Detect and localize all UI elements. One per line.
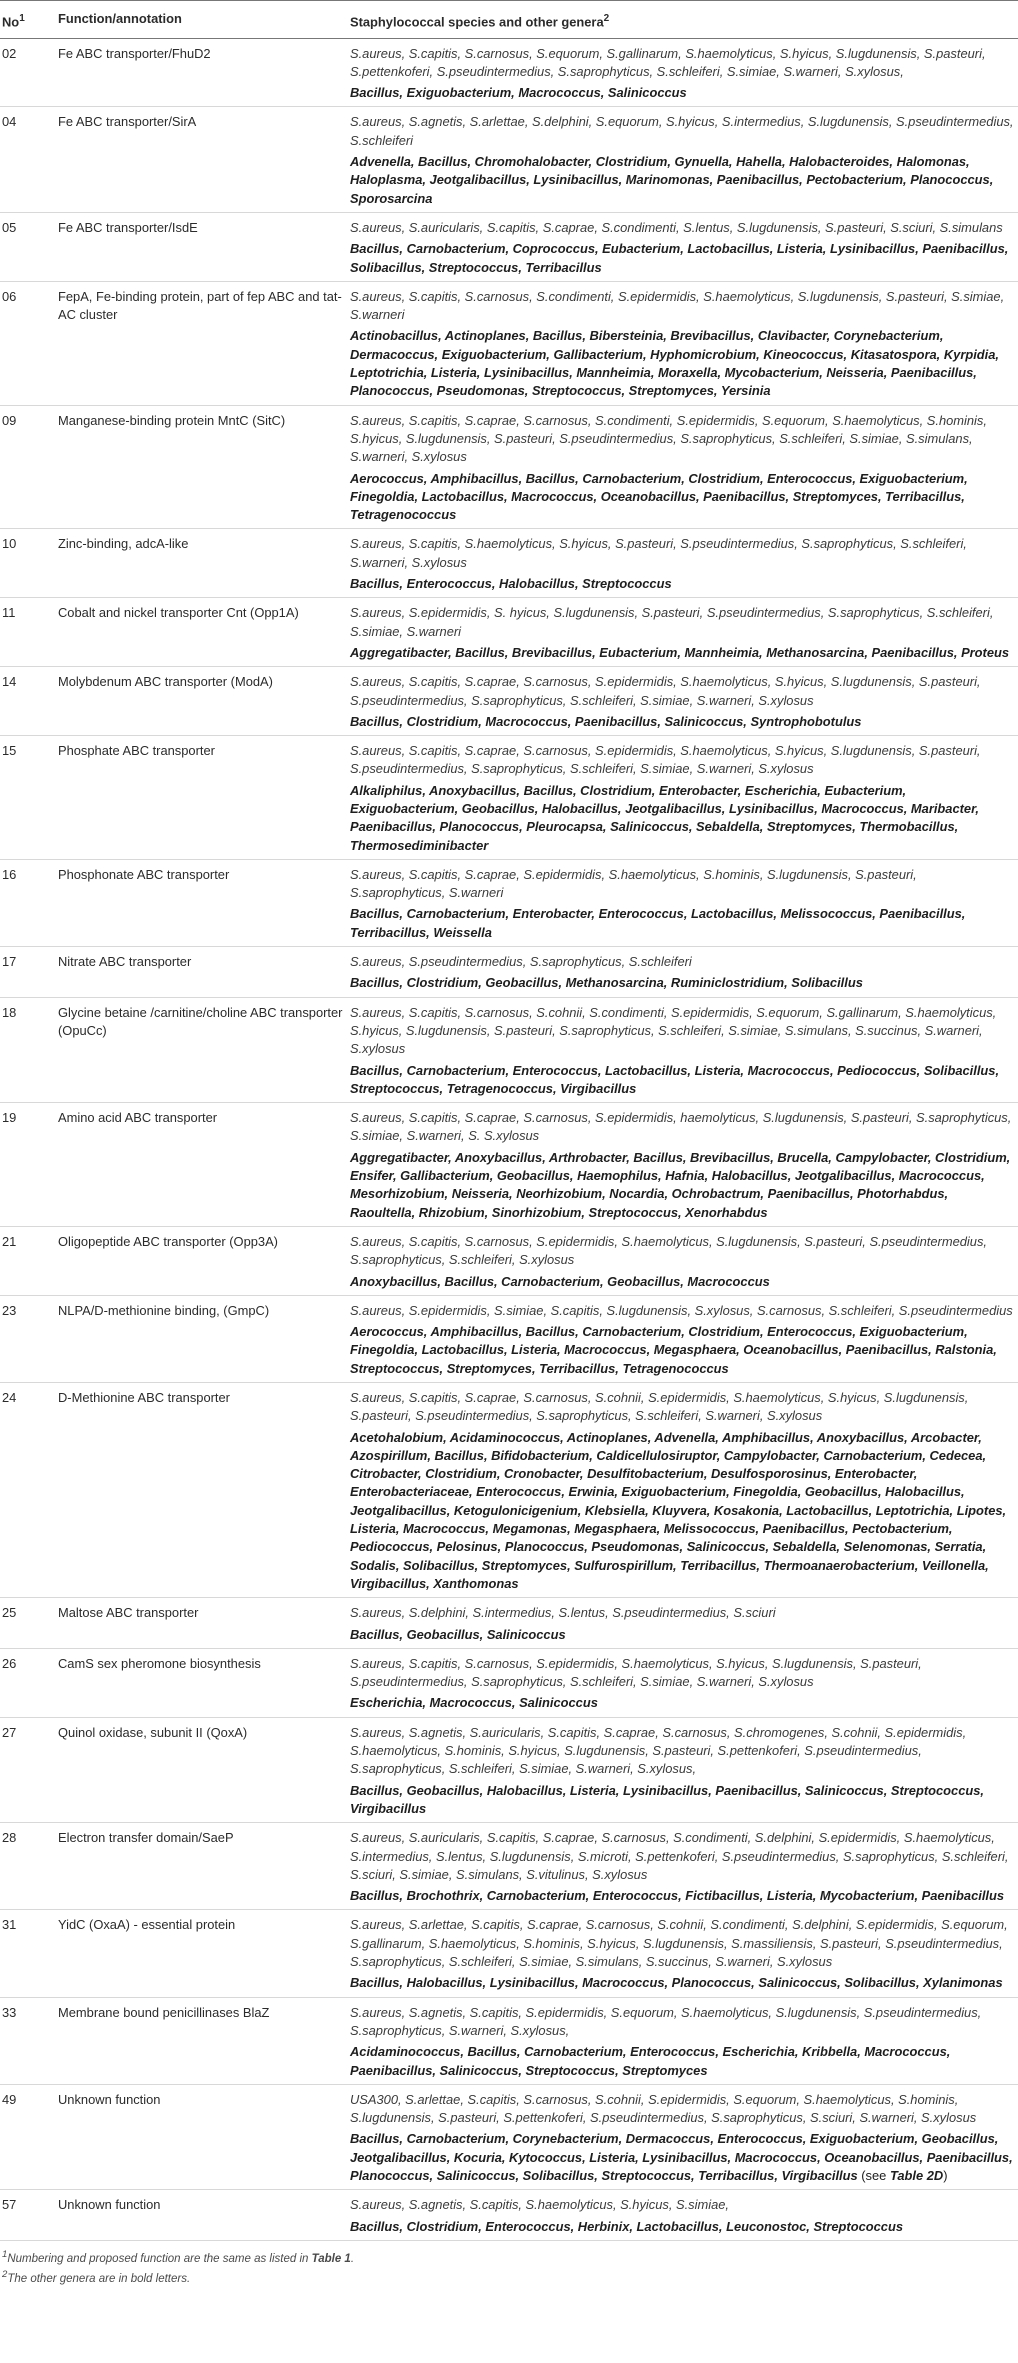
species-cell [348, 1648, 1018, 1717]
staphylococcal-species: S.aureus, S.pseudintermedius, S.saprophyticus, S.schleiferi [350, 954, 692, 970]
other-genera-list: Bacillus, Clostridium, Geobacillus, Methanosarcina, Ruminiclostridium, Solibacillus [350, 975, 863, 991]
header-species-sup: 2 [603, 13, 610, 24]
other-genera-list: Bacillus, Carnobacterium, Corynebacterium, Dermacoccus, Enterococcus, Exiguobacterium, Geobacillus, Jeotgalibacillus, Kocuria, Kytococcus, Listeria, Lysinibacillus, Macrococcus, Oceanobacillus, Paenibacillus, Planococcus, Salinicoccus, Solibacillus, Streptococcus, Terribacillus, Virgibacillus [350, 2131, 1013, 2183]
header-species [348, 1, 1018, 39]
other-genera [350, 1429, 1014, 1594]
footnote-2 [2, 2267, 1018, 2287]
species-cell [348, 281, 1018, 405]
row-number: 31 [0, 1910, 56, 1997]
other-genera-list: Bacillus, Geobacillus, Halobacillus, Listeria, Lysinibacillus, Paenibacillus, Salinicoccus, Streptococcus, Virgibacillus [350, 1782, 985, 1816]
genera-note-post: ) [943, 2167, 948, 2183]
other-genera-list: Bacillus, Halobacillus, Lysinibacillus, Macrococcus, Planococcus, Salinicoccus, Solibacillus, Xylanimonas [350, 1975, 1003, 1991]
other-genera [350, 470, 1014, 525]
other-genera-list: Bacillus, Clostridium, Enterococcus, Herbinix, Lactobacillus, Leuconostoc, Streptococcus [350, 2218, 903, 2234]
function-annotation: Membrane bound penicillinases BlaZ [56, 1997, 348, 2084]
other-genera-list: Acidaminococcus, Bacillus, Carnobacterium, Enterococcus, Escherichia, Kribbella, Macrococcus, Paenibacillus, Salinicoccus, Streptococcus, Streptomyces [350, 2044, 951, 2078]
staphylococcal-species: S.aureus, S.capitis, S.carnosus, S.epidermidis, S.haemolyticus, S.lugdunensis, S.pasteuri, S.pseudintermedius, S.saprophyticus, S.schleiferi, S.xylosus [350, 1233, 987, 1268]
species-cell [348, 212, 1018, 281]
staphylococcal-species: S.aureus, S.capitis, S.caprae, S.epidermidis, S.haemolyticus, S.hominis, S.lugdunensis, S.pasteuri, S.saprophyticus, S.warneri [350, 866, 917, 901]
other-genera [350, 327, 1014, 400]
species-cell [348, 107, 1018, 212]
other-genera-list: Anoxybacillus, Bacillus, Carnobacterium, Geobacillus, Macrococcus [350, 1273, 770, 1289]
other-genera-list: Bacillus, Exiguobacterium, Macrococcus, Salinicoccus [350, 85, 687, 101]
table-row [0, 997, 1018, 1102]
other-genera-list: Bacillus, Brochothrix, Carnobacterium, Enterococcus, Fictibacillus, Listeria, Mycobacterium, Paenibacillus [350, 1888, 1005, 1904]
row-number: 15 [0, 736, 56, 860]
staphylococcal-species: S.aureus, S.capitis, S.carnosus, S.condimenti, S.epidermidis, S.haemolyticus, S.lugdunensis, S.pasteuri, S.simiae, S.warneri [350, 288, 1005, 323]
species-cell [348, 859, 1018, 946]
species-cell [348, 1295, 1018, 1382]
species-cell [348, 667, 1018, 736]
other-genera [350, 713, 1014, 731]
species-cell [348, 529, 1018, 598]
table-row [0, 859, 1018, 946]
other-genera [350, 905, 1014, 942]
function-annotation: Manganese-binding protein MntC (SitC) [56, 405, 348, 529]
other-genera-list: Aggregatibacter, Anoxybacillus, Arthrobacter, Bacillus, Brevibacillus, Brucella, Campylobacter, Clostridium, Ensifer, Gallibacterium, Geobacillus, Haemophilus, Hafnia, Halobacillus, Jeotgalibacillus, Macrococcus, Mesorhizobium, Neisseria, Neorhizobium, Nocardia, Ochrobactrum, Paenibacillus, Photorhabdus, Raoultella, Rhizobium, Sinorhizobium, Streptococcus, Xenorhabdus [350, 1149, 1011, 1220]
table-row [0, 667, 1018, 736]
species-cell [348, 1717, 1018, 1822]
staphylococcal-species: S.aureus, S.epidermidis, S. hyicus, S.lugdunensis, S.pasteuri, S.pseudintermedius, S.saprophyticus, S.schleiferi, S.simiae, S.warneri [350, 605, 994, 639]
function-annotation: CamS sex pheromone biosynthesis [56, 1648, 348, 1717]
other-genera-list: Bacillus, Enterococcus, Halobacillus, Streptococcus [350, 576, 672, 592]
genera-note-table-link[interactable]: Table 2D [889, 2167, 944, 2183]
table-row [0, 281, 1018, 405]
table-row [0, 1103, 1018, 1227]
table-footnotes [0, 2247, 1018, 2287]
other-genera [350, 84, 1014, 102]
header-no [0, 1, 56, 39]
table-row [0, 2190, 1018, 2241]
row-number: 24 [0, 1383, 56, 1598]
table-row [0, 1383, 1018, 1598]
staphylococcal-species: S.aureus, S.capitis, S.caprae, S.carnosus, S.epidermidis, S.haemolyticus, S.hyicus, S.lugdunensis, S.pasteuri, S.pseudintermedius, S.saprophyticus, S.schleiferi, S.simiae, S.warneri, S.xylosus [350, 743, 981, 777]
species-cell [348, 1383, 1018, 1598]
function-annotation: Phosphonate ABC transporter [56, 859, 348, 946]
footnote-1 [2, 2247, 1018, 2267]
row-number: 16 [0, 859, 56, 946]
row-number: 57 [0, 2190, 56, 2241]
other-genera [350, 974, 1014, 992]
function-annotation: Amino acid ABC transporter [56, 1103, 348, 1227]
other-genera [350, 1062, 1014, 1099]
function-annotation: Fe ABC transporter/FhuD2 [56, 38, 348, 107]
species-cell [348, 1226, 1018, 1295]
staphylococcal-species: S.aureus, S.capitis, S.carnosus, S.epidermidis, S.haemolyticus, S.hyicus, S.lugdunensis, S.pasteuri, S.pseudintermedius, S.saprophyticus, S.schleiferi, S.simiae, S.warneri, S.xylosus [350, 1655, 922, 1690]
species-cell [348, 38, 1018, 107]
row-number: 26 [0, 1648, 56, 1717]
function-annotation: D-Methionine ABC transporter [56, 1383, 348, 1598]
species-cell [348, 405, 1018, 529]
other-genera-list: Bacillus, Carnobacterium, Enterococcus, Lactobacillus, Listeria, Macrococcus, Pediococcus, Solibacillus, Streptococcus, Tetragenococcus, Virgibacillus [350, 1062, 1000, 1096]
staphylococcal-species: S.aureus, S.capitis, S.caprae, S.carnosus, S.epidermidis, haemolyticus, S.lugdunensis, S.pasteuri, S.saprophyticus, S.simiae, S.warneri, S. S.xylosus [350, 1110, 1012, 1144]
other-genera-list: Aerococcus, Amphibacillus, Bacillus, Carnobacterium, Clostridium, Enterococcus, Exiguobacterium, Finegoldia, Lactobacillus, Listeria, Macrococcus, Megasphaera, Oceanobacillus, Paenibacillus, Ralstonia, Streptococcus, Streptomyces, Terribacillus, Tetragenococcus [350, 1324, 997, 1376]
table-row [0, 405, 1018, 529]
staphylococcal-species: USA300, S.arlettae, S.capitis, S.carnosus, S.cohnii, S.epidermidis, S.equorum, S.haemolyticus, S.hominis, S.lugdunensis, S.pasteuri, S.pettenkoferi, S.pseudintermedius, S.saprophyticus, S.sciuri, S.warneri, S.xylosus [350, 2091, 977, 2126]
species-cell [348, 997, 1018, 1102]
table-row [0, 598, 1018, 667]
species-cell [348, 1910, 1018, 1997]
table-row [0, 1823, 1018, 1910]
table-row [0, 1648, 1018, 1717]
row-number: 49 [0, 2084, 56, 2189]
other-genera [350, 1782, 1014, 1819]
species-cell [348, 598, 1018, 667]
row-number: 27 [0, 1717, 56, 1822]
function-annotation: NLPA/D-methionine binding, (GmpC) [56, 1295, 348, 1382]
other-genera [350, 2218, 1014, 2236]
table-row [0, 736, 1018, 860]
species-cell [348, 736, 1018, 860]
species-cell [348, 2190, 1018, 2241]
other-genera-list: Bacillus, Clostridium, Macrococcus, Paenibacillus, Salinicoccus, Syntrophobotulus [350, 713, 862, 729]
row-number: 21 [0, 1226, 56, 1295]
staphylococcal-species: S.aureus, S.agnetis, S.capitis, S.haemolyticus, S.hyicus, S.simiae, [350, 2197, 730, 2213]
staphylococcal-species: S.aureus, S.arlettae, S.capitis, S.caprae, S.carnosus, S.cohnii, S.condimenti, S.delphini, S.epidermidis, S.equorum, S.gallinarum, S.haemolyticus, S.hominis, S.hyicus, S.lugdunensis, S.massiliensis, S.pasteuri, S.pseudintermedius, S.saprophyticus, S.schleiferi, S.simiae, S.simulans, S.succinus, S.warneri, S.xylosus [350, 1917, 1008, 1970]
header-species-label: Staphylococcal species and other genera [350, 14, 604, 30]
header-function-label: Function/annotation [58, 11, 182, 26]
table-row [0, 529, 1018, 598]
table-row [0, 38, 1018, 107]
species-cell [348, 947, 1018, 998]
function-annotation: Quinol oxidase, subunit II (QoxA) [56, 1717, 348, 1822]
other-genera [350, 1887, 1014, 1905]
staphylococcal-species: S.aureus, S.capitis, S.carnosus, S.equorum, S.gallinarum, S.haemolyticus, S.hyicus, S.lugdunensis, S.pasteuri, S.pettenkoferi, S.pseudintermedius, S.saprophyticus, S.schleiferi, S.simiae, S.warneri, S.xylosus, [350, 45, 986, 79]
other-genera-list: Bacillus, Carnobacterium, Coprococcus, Eubacterium, Lactobacillus, Listeria, Lysinibacillus, Paenibacillus, Solibacillus, Streptococcus, Terribacillus [350, 241, 1009, 275]
other-genera [350, 153, 1014, 208]
table-row [0, 212, 1018, 281]
row-number: 09 [0, 405, 56, 529]
function-annotation: Molybdenum ABC transporter (ModA) [56, 667, 348, 736]
row-number: 10 [0, 529, 56, 598]
other-genera [350, 1626, 1014, 1644]
other-genera [350, 1974, 1014, 1992]
staphylococcal-species: S.aureus, S.agnetis, S.auricularis, S.capitis, S.caprae, S.carnosus, S.chromogenes, S.cohnii, S.epidermidis, S.haemolyticus, S.hominis, S.hyicus, S.lugdunensis, S.pasteuri, S.pettenkoferi, S.pseudintermedius, S.saprophyticus, S.schleiferi, S.simiae, S.warneri, S.xylosus, [350, 1724, 967, 1777]
function-annotation: Electron transfer domain/SaeP [56, 1823, 348, 1910]
species-cell [348, 1598, 1018, 1649]
other-genera-list: Actinobacillus, Actinoplanes, Bacillus, Bibersteinia, Brevibacillus, Clavibacter, Corynebacterium, Dermacoccus, Exiguobacterium, Gallibacterium, Hyphomicrobium, Kineococcus, Kitasatospora, Kyrpidia, Leptotrichia, Listeria, Lysinibacillus, Mannheimia, Moraxella, Mycobacterium, Neisseria, Paenibacillus, Planococcus, Pseudomonas, Streptococcus, Streptomyces, Yersinia [350, 328, 1000, 399]
staphylococcal-species: S.aureus, S.agnetis, S.capitis, S.epidermidis, S.equorum, S.haemolyticus, S.lugdunensis, S.pseudintermedius, S.saprophyticus, S.warneri, S.xylosus, [350, 2004, 982, 2038]
staphylococcal-species: S.aureus, S.epidermidis, S.simiae, S.capitis, S.lugdunensis, S.xylosus, S.carnosus, S.schleiferi, S.pseudintermedius [350, 1302, 1013, 1318]
footnote-1-table-link[interactable]: Table 1 [311, 2252, 351, 2265]
function-annotation: FepA, Fe-binding protein, part of fep ABC and tat-AC cluster [56, 281, 348, 405]
header-row [0, 1, 1018, 39]
other-genera [350, 644, 1014, 662]
other-genera [350, 1273, 1014, 1291]
table-row [0, 1910, 1018, 1997]
function-annotation: Cobalt and nickel transporter Cnt (Opp1A) [56, 598, 348, 667]
footnote-1-end: . [350, 2252, 355, 2265]
other-genera-list: Alkaliphilus, Anoxybacillus, Bacillus, Clostridium, Enterobacter, Escherichia, Eubacterium, Exiguobacterium, Geobacillus, Halobacillus, Jeotgalibacillus, Lysinibacillus, Macrococcus, Maribacter, Paenibacillus, Planococcus, Pleurocapsa, Salinicoccus, Sebaldella, Streptomyces, Thermobacillus, Thermosediminibacter [350, 782, 979, 853]
other-genera [350, 2043, 1014, 2080]
table-row [0, 2084, 1018, 2189]
table-row [0, 1226, 1018, 1295]
function-annotation: Unknown function [56, 2084, 348, 2189]
other-genera-list: Advenella, Bacillus, Chromohalobacter, Clostridium, Gynuella, Hahella, Halobacteroides, Halomonas, Haloplasma, Jeotgalibacillus, Lysinibacillus, Marinomonas, Paenibacillus, Pectobacterium, Planococcus, Sporosarcina [350, 154, 994, 206]
other-genera-list: Bacillus, Geobacillus, Salinicoccus [350, 1626, 566, 1642]
function-annotation: Phosphate ABC transporter [56, 736, 348, 860]
other-genera-list: Bacillus, Carnobacterium, Enterobacter, Enterococcus, Lactobacillus, Melissococcus, Paenibacillus, Terribacillus, Weissella [350, 906, 966, 940]
footnote-1-sup: 1 [2, 2248, 8, 2260]
header-no-label: No [2, 14, 20, 30]
function-annotation: Zinc-binding, adcA-like [56, 529, 348, 598]
row-number: 33 [0, 1997, 56, 2084]
staphylococcal-species: S.aureus, S.capitis, S.haemolyticus, S.hyicus, S.pasteuri, S.pseudintermedius, S.saprophyticus, S.schleiferi, S.warneri, S.xylosus [350, 536, 967, 570]
function-annotation: Maltose ABC transporter [56, 1598, 348, 1649]
footnote-1-text: Numbering and proposed function are the same as listed in [7, 2252, 312, 2265]
function-annotation: Oligopeptide ABC transporter (Opp3A) [56, 1226, 348, 1295]
staphylococcal-species: S.aureus, S.auricularis, S.capitis, S.caprae, S.carnosus, S.condimenti, S.delphini, S.epidermidis, S.haemolyticus, S.intermedius, S.lentus, S.lugdunensis, S.microti, S.pettenkoferi, S.pseudintermedius, S.saprophyticus, S.schleiferi, S.sciuri, S.simiae, S.simulans, S.vitulinus, S.xylosus [350, 1830, 1009, 1882]
species-cell [348, 1997, 1018, 2084]
other-genera [350, 1323, 1014, 1378]
function-annotation: Fe ABC transporter/IsdE [56, 212, 348, 281]
other-genera [350, 1694, 1014, 1712]
species-cell [348, 2084, 1018, 2189]
staphylococcal-species: S.aureus, S.agnetis, S.arlettae, S.delphini, S.equorum, S.hyicus, S.intermedius, S.lugdunensis, S.pseudintermedius, S.schleiferi [350, 114, 1014, 148]
header-function [56, 1, 348, 39]
row-number: 25 [0, 1598, 56, 1649]
function-annotation: Unknown function [56, 2190, 348, 2241]
row-number: 06 [0, 281, 56, 405]
row-number: 14 [0, 667, 56, 736]
other-genera [350, 782, 1014, 855]
row-number: 17 [0, 947, 56, 998]
staphylococcal-species: S.aureus, S.capitis, S.caprae, S.carnosus, S.cohnii, S.epidermidis, S.haemolyticus, S.hyicus, S.lugdunensis, S.pasteuri, S.pseudintermedius, S.saprophyticus, S.schleiferi, S.warneri, S.xylosus [350, 1390, 969, 1424]
table-row [0, 1997, 1018, 2084]
row-number: 04 [0, 107, 56, 212]
table-row [0, 1295, 1018, 1382]
staphylococcal-species: S.aureus, S.auricularis, S.capitis, S.caprae, S.condimenti, S.lentus, S.lugdunensis, S.pasteuri, S.sciuri, S.simulans [350, 219, 1003, 235]
genera-note-pre: (see [857, 2167, 890, 2183]
species-cell [348, 1823, 1018, 1910]
staphylococcal-species: S.aureus, S.capitis, S.carnosus, S.cohnii, S.condimenti, S.epidermidis, S.equorum, S.gallinarum, S.haemolyticus, S.hyicus, S.lugdunensis, S.pasteuri, S.saprophyticus, S.schleiferi, S.simiae, S.simulans, S.succinus, S.warneri, S.xylosus [350, 1004, 997, 1057]
function-annotation: Fe ABC transporter/SirA [56, 107, 348, 212]
row-number: 23 [0, 1295, 56, 1382]
header-no-sup: 1 [19, 13, 25, 24]
footnote-2-sup: 2 [2, 2268, 8, 2280]
other-genera-list: Aggregatibacter, Bacillus, Brevibacillus, Eubacterium, Mannheimia, Methanosarcina, Paenibacillus, Proteus [350, 644, 1010, 660]
row-number: 11 [0, 598, 56, 667]
other-genera-list: Acetohalobium, Acidaminococcus, Actinoplanes, Advenella, Amphibacillus, Anoxybacillus, Arcobacter, Azospirillum, Bacillus, Bifidobacterium, Caldicellulosiruptor, Campylobacter, Carnobacterium, Cedecea, Citrobacter, Clostridium, Cronobacter, Desulfitobacterium, Desulfosporosinus, Enterobacter, Enterobacteriaceae, Enterococcus, Erwinia, Exiguobacterium, Finegoldia, Geobacillus, Halobacillus, Jeotgalibacillus, Ketogulonicigenium, Klebsiella, Kluyvera, Kosakonia, Lactobacillus, Leptotrichia, Lipotes, Listeria, Macrococcus, Megamonas, Megasphaera, Melissococcus, Paenibacillus, Pectobacterium, Pediococcus, Pelosinus, Planococcus, Pseudomonas, Salinicoccus, Sebaldella, Selenomonas, Serratia, Sodalis, Solibacillus, Streptomyces, Sulfurospirillum, Terribacillus, Thermoanaerobacterium, Veillonella, Virgibacillus, Xanthomonas [350, 1429, 1007, 1591]
table-header [0, 1, 1018, 39]
function-annotation: Glycine betaine /carnitine/choline ABC transporter (OpuCc) [56, 997, 348, 1102]
staphylococcal-species: S.aureus, S.capitis, S.caprae, S.carnosus, S.epidermidis, S.haemolyticus, S.hyicus, S.lugdunensis, S.pasteuri, S.pseudintermedius, S.saprophyticus, S.schleiferi, S.simiae, S.warneri, S.xylosus [350, 674, 981, 708]
species-cell [348, 1103, 1018, 1227]
row-number: 02 [0, 38, 56, 107]
staphylococcal-species: S.aureus, S.delphini, S.intermedius, S.lentus, S.pseudintermedius, S.sciuri [350, 1605, 776, 1621]
table-row [0, 1598, 1018, 1649]
row-number: 18 [0, 997, 56, 1102]
table-row [0, 947, 1018, 998]
footnote-2-text: The other genera are in bold letters. [7, 2272, 191, 2285]
other-genera [350, 1149, 1014, 1222]
table-row [0, 107, 1018, 212]
staphylococcal-species: S.aureus, S.capitis, S.caprae, S.carnosus, S.condimenti, S.epidermidis, S.equorum, S.haemolyticus, S.hominis, S.hyicus, S.lugdunensis, S.pasteuri, S.pseudintermedius, S.saprophyticus, S.schleiferi, S.simiae, S.simulans, S.warneri, S.xylosus [350, 412, 987, 465]
function-annotation: Nitrate ABC transporter [56, 947, 348, 998]
row-number: 05 [0, 212, 56, 281]
other-genera-list: Aerococcus, Amphibacillus, Bacillus, Carnobacterium, Clostridium, Enterococcus, Exiguobacterium, Finegoldia, Lactobacillus, Macrococcus, Oceanobacillus, Paenibacillus, Streptomyces, Terribacillus, Tetragenococcus [350, 470, 968, 523]
function-annotation: YidC (OxaA) - essential protein [56, 1910, 348, 1997]
table-row [0, 1717, 1018, 1822]
row-number: 19 [0, 1103, 56, 1227]
other-genera [350, 2130, 1014, 2185]
other-genera-list: Escherichia, Macrococcus, Salinicoccus [350, 1695, 598, 1711]
other-genera [350, 240, 1014, 277]
row-number: 28 [0, 1823, 56, 1910]
table-body [0, 38, 1018, 2240]
other-genera [350, 575, 1014, 593]
